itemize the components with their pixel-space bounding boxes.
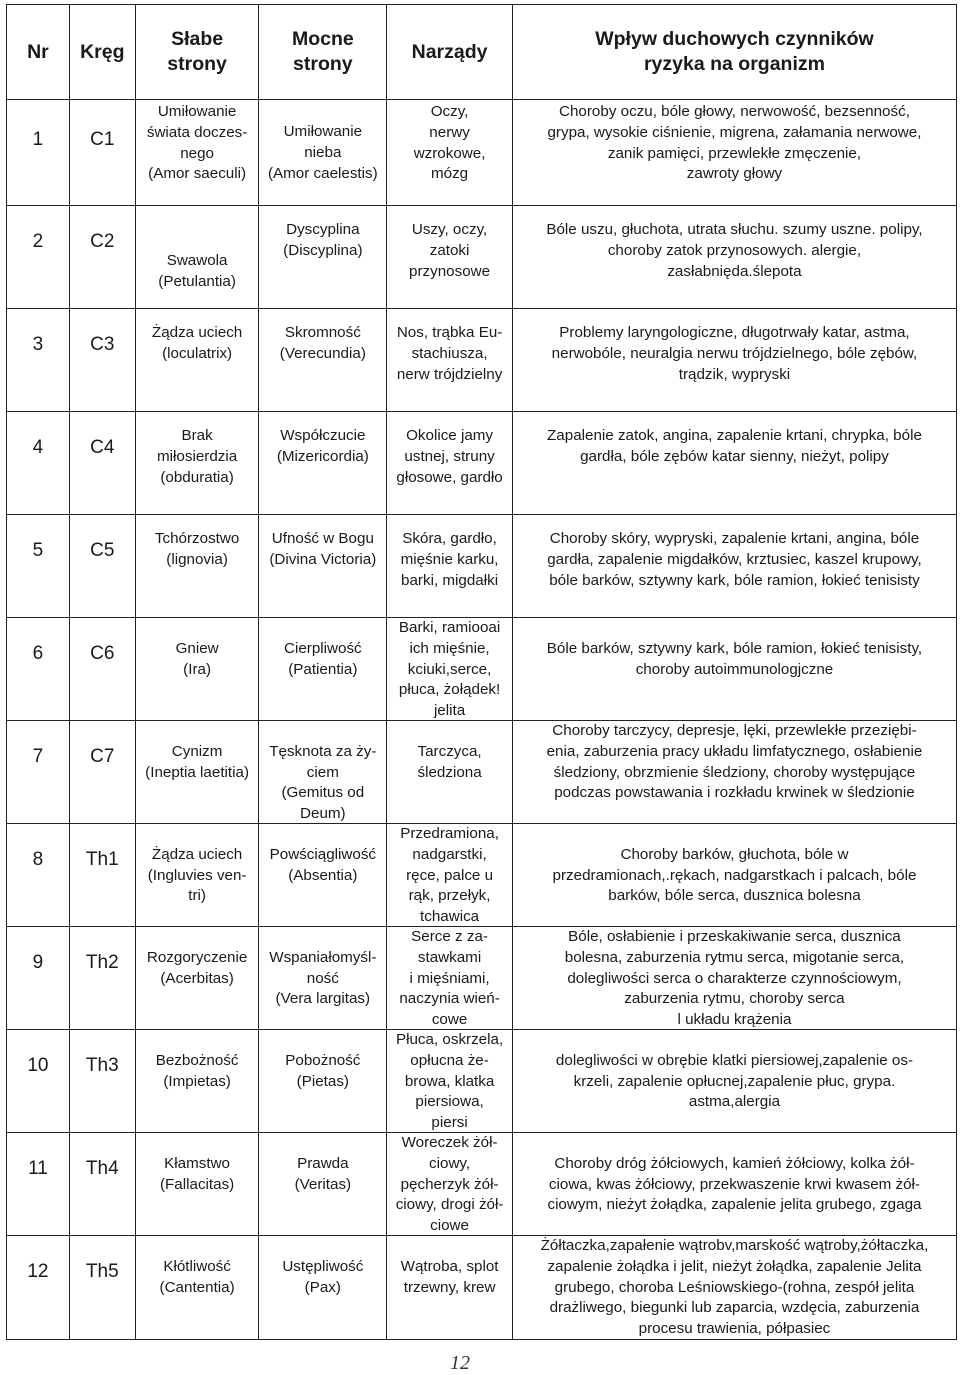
- table-cell-narzady: Przedramiona, nadgarstki, ręce, palce u rąk, przełyk, tchawica: [387, 824, 513, 926]
- table-cell-narzady: Nos, trąbka Eu- stachiusza, nerw trójdzielny: [387, 309, 513, 411]
- table-cell-narzady: Uszy, oczy, zatoki przynosowe: [387, 206, 513, 308]
- table-cell-nr: 3: [7, 309, 70, 411]
- table-cell-narzady: Okolice jamy ustnej, struny głosowe, gardło: [387, 412, 513, 514]
- table-cell-slabe: Żądza uciech (Ingluvies ven- tri): [136, 824, 260, 926]
- table-row: [7, 618, 956, 721]
- table-cell-krag: C2: [70, 206, 136, 308]
- table-cell-mocne: Umiłowanie nieba (Amor caelestis): [259, 100, 387, 205]
- header-mocne: Mocne strony: [259, 5, 387, 99]
- table-cell-mocne: Tęsknota za ży- ciem (Gemitus od Deum): [259, 721, 387, 823]
- table-cell-mocne: Cierpliwość (Patientia): [259, 618, 387, 720]
- table-cell-wplyw: Choroby dróg żółciowych, kamień żółciowy, kolka żół- ciowa, kwas żółciowy, przekwaszenie krwi kwasem żół- ciowym, nieżyt żołądka, zapalenie jelita grubego, zgaga: [547, 1154, 922, 1214]
- table-cell-krag: C3: [70, 309, 136, 411]
- table-cell-narzady: Wątroba, splot trzewny, krew: [387, 1236, 513, 1339]
- table-cell-krag: C5: [70, 515, 136, 617]
- table-cell-wplyw: Problemy laryngologiczne, długotrwały katar, astma, nerwobóle, neuralgia nerwu trójdzielnego, bóle zębów, trądzik, wypryski: [551, 324, 918, 383]
- table-cell-nr: 8: [7, 824, 70, 926]
- table-row: [7, 721, 956, 824]
- table-row: [7, 206, 956, 309]
- table-cell-slabe: Umiłowanie świata doczes- nego (Amor saeculi): [136, 100, 260, 205]
- table-cell-narzady: Woreczek żół- ciowy, pęcherzyk żół- ciowy, drogi żół- ciowe: [387, 1133, 513, 1235]
- table-cell-slabe: Żądza uciech (loculatrix): [136, 309, 260, 411]
- header-nr: Nr: [7, 5, 70, 99]
- header-krag: Kręg: [70, 5, 136, 99]
- table-cell-narzady: Barki, ramiooai ich mięśnie, kciuki,serce, płuca, żołądek! jelita: [387, 618, 513, 720]
- table-cell-krag: Th3: [70, 1030, 136, 1132]
- table-cell-mocne: Ustępliwość (Pax): [259, 1236, 387, 1339]
- table-cell-nr: 7: [7, 721, 70, 823]
- table-cell-wplyw: Bóle, osłabienie i przeskakiwanie serca, dusznica bolesna, zaburzenia rytmu serca, migotanie serca, dolegliwości serca o charakterze czynnościowym, zaburzenia rytmu, choroby serca l układu krążenia: [564, 928, 905, 1029]
- header-narzady: Narządy: [387, 5, 513, 99]
- table-header: [7, 5, 956, 100]
- table-cell-wplyw: Choroby barków, głuchota, bóle w przedramionach,.rękach, nadgarstkach i palcach, bóle barków, bóle serca, dusznica bolesna: [552, 845, 917, 905]
- table-row: [7, 1133, 956, 1236]
- header-wplyw: Wpływ duchowych czynników ryzyka na organizm: [595, 28, 874, 75]
- table-cell-mocne: Wspaniałomyśl- ność (Vera largitas): [259, 927, 387, 1029]
- table-row: [7, 1236, 956, 1339]
- table-cell-krag: C7: [70, 721, 136, 823]
- table-cell-slabe: Kłótliwość (Cantentia): [136, 1236, 260, 1339]
- table-cell-wplyw: Żółtaczka,zapałenie wątrobv,marskość wątroby,żółtaczka, zapalenie żołądka i jelit, nieżyt żołądka, zapalenie Jelita grubego, choroba Leśniowskiego-(rohna, zespół jelita drażliwego, biegunki lub zaparcia, wzdęcia, zaburzenia procesu trawienia, półpasiec: [540, 1237, 929, 1338]
- table-cell-krag: Th1: [70, 824, 136, 926]
- table-cell-narzady: Tarczyca, śledziona: [387, 721, 513, 823]
- table-cell-nr: 2: [7, 206, 70, 308]
- table-cell-mocne: Ufność w Bogu (Divina Victoria): [259, 515, 387, 617]
- table-cell-krag: C4: [70, 412, 136, 514]
- table-cell-wplyw: Choroby tarczycy, depresje, lęki, przewlekłe przeziębi- enia, zaburzenia pracy układu limfatycznego, osłabienie śledziony, obrzmienie śledziony, choroby występujące podczas powstawania i rozkładu krwinek w śledzionie: [546, 722, 923, 802]
- table-row: [7, 824, 956, 927]
- table-cell-narzady: Serce z za- stawkami i mięśniami, naczynia wień- cowe: [387, 927, 513, 1029]
- table-cell-nr: 6: [7, 618, 70, 720]
- table-row: [7, 412, 956, 515]
- table-row: [7, 1030, 956, 1133]
- table-cell-nr: 4: [7, 412, 70, 514]
- table-cell-slabe: Cynizm (Ineptia laetitia): [136, 721, 260, 823]
- table-cell-wplyw: Choroby skóry, wypryski, zapalenie krtani, angina, bóle gardła, zapalenie migdałków, krztusiec, kaszel krupowy, bóle barków, sztywny kark, bóle ramion, łokieć tenisisty: [547, 530, 922, 589]
- table-row: [7, 927, 956, 1030]
- table-cell-mocne: Pobożność (Pietas): [259, 1030, 387, 1132]
- table-cell-slabe: Brak miłosierdzia (obduratia): [136, 412, 260, 514]
- table-cell-slabe: Swawola (Petulantia): [136, 206, 260, 308]
- table-cell-slabe: Kłamstwo (Fallacitas): [136, 1133, 260, 1235]
- table-row: [7, 100, 956, 206]
- table-cell-mocne: Dyscyplina (Discyplina): [259, 206, 387, 308]
- table-cell-krag: C1: [70, 100, 136, 205]
- table-cell-wplyw: Bóle uszu, głuchota, utrata słuchu. szumy uszne. polipy, choroby zatok przynosowych. alergie, zasłabnięda.ślepota: [546, 221, 923, 280]
- table-cell-nr: 5: [7, 515, 70, 617]
- spine-table: [6, 4, 957, 1340]
- table-cell-wplyw: Zapalenie zatok, angina, zapalenie krtani, chrypka, bóle gardła, bóle zębów katar sienny, nieżyt, polipy: [547, 427, 922, 465]
- header-slabe: Słabe strony: [136, 5, 260, 99]
- table-cell-krag: Th2: [70, 927, 136, 1029]
- page-number: 12: [450, 1352, 470, 1374]
- table-row: [7, 309, 956, 412]
- table-row: [7, 515, 956, 618]
- table-cell-wplyw: Bóle barków, sztywny kark, bóle ramion, łokieć tenisisty, choroby autoimmunologjczne: [546, 639, 923, 678]
- table-cell-nr: 9: [7, 927, 70, 1029]
- table-cell-slabe: Rozgoryczenie (Acerbitas): [136, 927, 260, 1029]
- table-cell-wplyw: dolegliwości w obrębie klatki piersiowej,zapalenie os- krzeli, zapalenie opłucnej,zapalenie płuc, grypa. astma,alergia: [555, 1051, 914, 1111]
- table-cell-slabe: Gniew (Ira): [136, 618, 260, 720]
- table-cell-nr: 12: [7, 1236, 70, 1339]
- table-cell-mocne: Powściągliwość (Absentia): [259, 824, 387, 926]
- table-cell-mocne: Skromność (Verecundia): [259, 309, 387, 411]
- table-cell-narzady: Oczy, nerwy wzrokowe, mózg: [387, 100, 513, 205]
- table-cell-krag: Th5: [70, 1236, 136, 1339]
- table-cell-wplyw: Choroby oczu, bóle głowy, nerwowość, bezsenność, grypa, wysokie ciśnienie, migrena, załamania nerwowe, zanik pamięci, przewlekłe zmęczenie, zawroty głowy: [547, 103, 922, 183]
- table-cell-nr: 1: [7, 100, 70, 205]
- table-cell-slabe: Bezbożność (Impietas): [136, 1030, 260, 1132]
- table-cell-krag: Th4: [70, 1133, 136, 1235]
- table-cell-mocne: Współczucie (Mizericordia): [259, 412, 387, 514]
- table-cell-mocne: Prawda (Veritas): [259, 1133, 387, 1235]
- table-cell-nr: 10: [7, 1030, 70, 1132]
- table-cell-krag: C6: [70, 618, 136, 720]
- table-cell-narzady: Płuca, oskrzela, opłucna że- browa, klatka piersiowa, piersi: [387, 1030, 513, 1132]
- table-cell-narzady: Skóra, gardło, mięśnie karku, barki, migdałki: [387, 515, 513, 617]
- table-cell-nr: 11: [7, 1133, 70, 1235]
- table-cell-slabe: Tchórzostwo (lignovia): [136, 515, 260, 617]
